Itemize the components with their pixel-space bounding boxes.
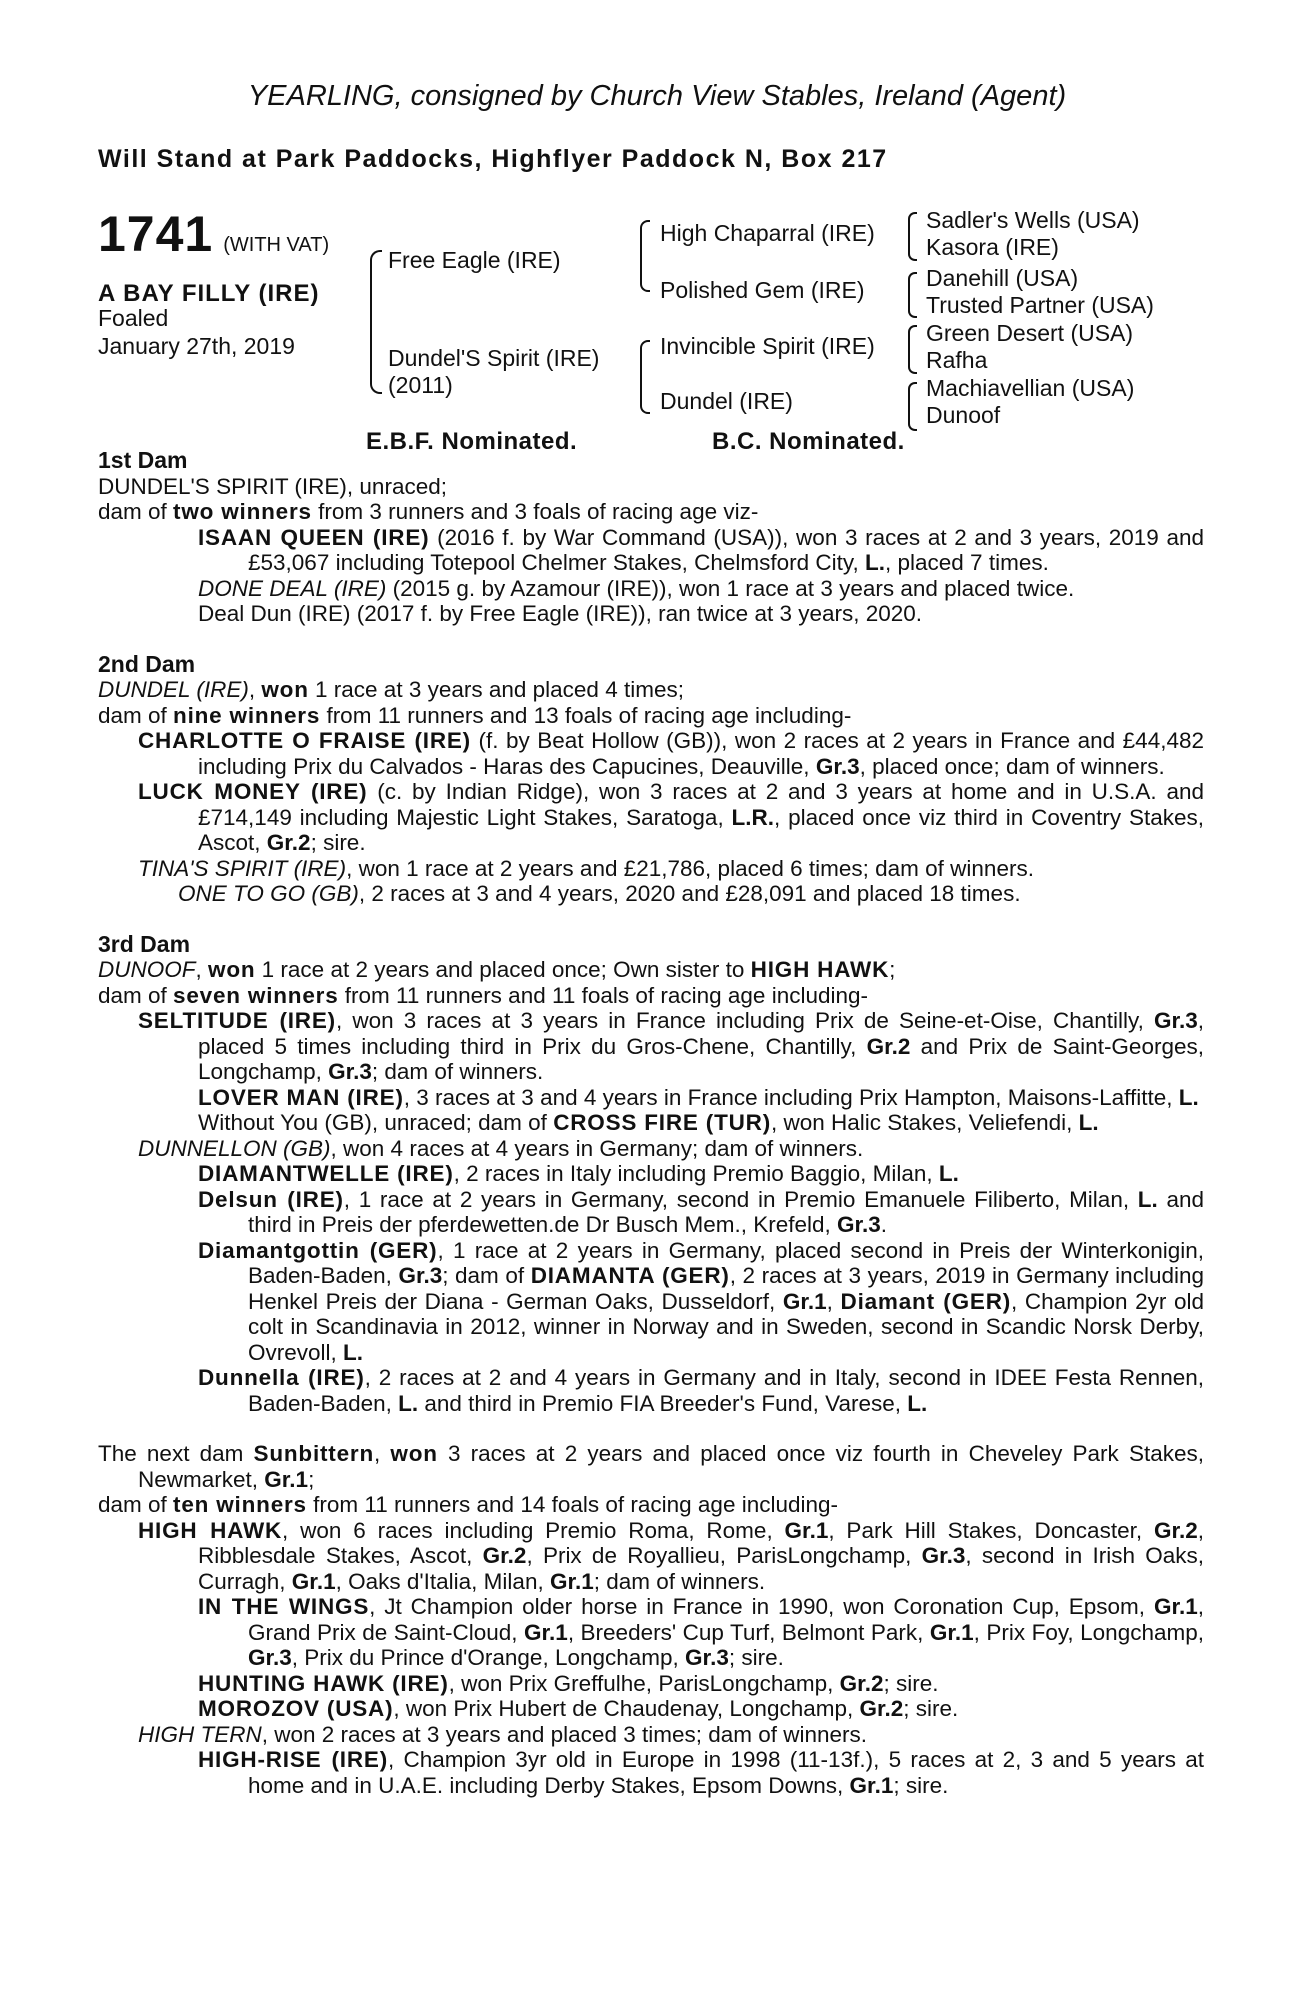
sire-dam-dam: Trusted Partner (USA) bbox=[926, 292, 1154, 318]
first-dam-title: 1st Dam bbox=[98, 447, 188, 473]
progeny-delsun: Delsun (IRE), 1 race at 2 years in Germany, second in Premio Emanuele Filiberto, Milan, L. and third in Preis der pferdewetten.de Dr Busch Mem., Krefeld, Gr.3. bbox=[198, 1186, 1205, 1237]
progeny-morozov: MOROZOV (USA), won Prix Hubert de Chaudenay, Longchamp, Gr.2; sire. bbox=[198, 1696, 959, 1721]
progeny-charlotte-o-fraise: CHARLOTTE O FRAISE (IRE) (f. by Beat Hollow (GB)), won 2 races at 2 years in France and £44,482 including Prix du Calvados - Haras des Capucines, Deauville, Gr.3, placed once; dam of winners. bbox=[138, 728, 1204, 779]
second-dam-line: DUNDEL (IRE), won 1 race at 3 years and placed 4 times; bbox=[98, 677, 684, 702]
pedigree-brace-ds bbox=[908, 325, 917, 374]
pedigree-brace-sd bbox=[908, 272, 917, 318]
first-dam-line: DUNDEL'S SPIRIT (IRE), unraced; bbox=[98, 473, 447, 499]
progeny-diamantgottin: Diamantgottin (GER), 1 race at 2 years in Germany, placed second in Preis der Winterkonigin, Baden-Baden, Gr.3; dam of DIAMANTA (GER), 2 races at 3 years, 2019 in Germany including Henkel Preis der Diana - German Oaks, Dusseldorf, Gr.1, Diamant (GER), Champion 2yr old colt in Scandinavia in 2012, winner in Norway and in Sweden, second in Scandic Norsk Derby, Ovrevoll, L. bbox=[198, 1237, 1204, 1365]
dam-dam-dam: Dunoof bbox=[926, 402, 1001, 428]
dam-dam: Dundel (IRE) bbox=[660, 388, 793, 414]
progeny-isaan-queen: ISAAN QUEEN (IRE) (2016 f. by War Command (USA)), won 3 races at 2 and 3 years, 2019 and £53,067 including Totepool Chelmer Stakes, Chelmsford City, L., placed 7 times. bbox=[198, 524, 1204, 575]
dam-name: Dundel'S Spirit (IRE) bbox=[388, 345, 600, 371]
consignor-line: YEARLING, consigned by Church View Stables, Ireland (Agent) bbox=[247, 80, 1067, 112]
pedigree-brace-dd bbox=[908, 382, 917, 431]
progeny-dunnella: Dunnella (IRE), 2 races at 2 and 4 years in Germany and in Italy, second in IDEE Festa Rennen, Baden-Baden, L. and third in Premio FIA Breeder's Fund, Varese, L. bbox=[198, 1365, 1204, 1416]
progeny-in-the-wings: IN THE WINGS, Jt Champion older horse in France in 1990, won Coronation Cup, Epsom, Gr.1, Grand Prix de Saint-Cloud, Gr.1, Breeders' Cup Turf, Belmont Park, Gr.1, Prix Foy, Longchamp, Gr.3, Prix du Prince d'Orange, Longchamp, Gr.3; sire. bbox=[198, 1594, 1204, 1670]
third-dam-produce: dam of seven winners from 11 runners and 11 foals of racing age including- bbox=[98, 982, 869, 1008]
lot-number: 1741 bbox=[98, 206, 214, 262]
sire-name: Free Eagle (IRE) bbox=[388, 247, 561, 273]
stand-location: Will Stand at Park Paddocks, Highflyer Paddock N, Box 217 bbox=[98, 145, 888, 173]
dam-sire-dam: Rafha bbox=[926, 347, 988, 373]
progeny-diamantwelle: DIAMANTWELLE (IRE), 2 races in Italy including Premio Baggio, Milan, L. bbox=[198, 1161, 959, 1186]
bc-nomination: B.C. Nominated. bbox=[712, 428, 905, 455]
sire-dam-sire: Danehill (USA) bbox=[926, 265, 1079, 291]
ebf-nomination: E.B.F. Nominated. bbox=[366, 428, 578, 455]
dam-dam-sire: Machiavellian (USA) bbox=[926, 375, 1135, 401]
progeny-high-tern: HIGH TERN, won 2 races at 3 years and placed 3 times; dam of winners. bbox=[138, 1721, 868, 1747]
next-dam-produce: dam of ten winners from 11 runners and 14 foals of racing age including- bbox=[98, 1492, 839, 1517]
dam-sire: Invincible Spirit (IRE) bbox=[660, 333, 875, 359]
third-dam-line: DUNOOF, won 1 race at 2 years and placed once; Own sister to HIGH HAWK; bbox=[98, 957, 896, 982]
sire-sire: High Chaparral (IRE) bbox=[660, 220, 875, 246]
progeny-done-deal: DONE DEAL (IRE) (2015 g. by Azamour (IRE)), won 1 race at 3 years and placed twice. bbox=[198, 575, 1075, 601]
dam-year: (2011) bbox=[388, 372, 453, 398]
progeny-high-rise: HIGH-RISE (IRE), Champion 3yr old in Europe in 1998 (11-13f.), 5 races at 2, 3 and 5 years at home and in U.A.E. including Derby Stakes, Epsom Downs, Gr.1; sire. bbox=[198, 1747, 1204, 1798]
progeny-seltitude: SELTITUDE (IRE), won 3 races at 3 years in France including Prix de Seine-et-Oise, Chantilly, Gr.3, placed 5 times including third in Prix du Gros-Chene, Chantilly, Gr.2 and Prix de Saint-Georges, Longchamp, Gr.3; dam of winners. bbox=[138, 1008, 1205, 1084]
progeny-one-to-go: ONE TO GO (GB), 2 races at 3 and 4 years, 2020 and £28,091 and placed 18 times. bbox=[178, 881, 1021, 906]
progeny-deal-dun: Deal Dun (IRE) (2017 f. by Free Eagle (IRE)), ran twice at 3 years, 2020. bbox=[198, 601, 923, 626]
sire-sire-sire: Sadler's Wells (USA) bbox=[926, 207, 1140, 233]
second-dam-title: 2nd Dam bbox=[98, 650, 196, 677]
sire-dam: Polished Gem (IRE) bbox=[660, 277, 865, 303]
pedigree-brace-sire bbox=[640, 220, 650, 292]
third-dam-title: 3rd Dam bbox=[98, 930, 191, 957]
progeny-without-you: Without You (GB), unraced; dam of CROSS FIRE (TUR), won Halic Stakes, Veliefendi, L. bbox=[198, 1110, 1099, 1135]
sire-sire-dam: Kasora (IRE) bbox=[926, 234, 1059, 260]
progeny-high-hawk: HIGH HAWK, won 6 races including Premio Roma, Rome, Gr.1, Park Hill Stakes, Doncaster, Gr.2, Ribblesdale Stakes, Ascot, Gr.2, Prix de Royallieu, ParisLongchamp, Gr.3, second in Irish Oaks, Curragh, Gr.1, Oaks d'Italia, Milan, Gr.1; dam of winners. bbox=[138, 1517, 1204, 1594]
foaled-label: Foaled bbox=[98, 305, 169, 331]
vat-label: (WITH VAT) bbox=[223, 234, 330, 256]
pedigree-brace-dam bbox=[640, 340, 650, 414]
progeny-dunnellon: DUNNELLON (GB), won 4 races at 4 years in Germany; dam of winners. bbox=[138, 1135, 864, 1161]
progeny-tinas-spirit: TINA'S SPIRIT (IRE), won 1 race at 2 years and £21,786, placed 6 times; dam of winners. bbox=[138, 855, 1034, 881]
second-dam-produce: dam of nine winners from 11 runners and 13 foals of racing age including- bbox=[98, 702, 852, 728]
horse-name: A BAY FILLY (IRE) bbox=[98, 280, 320, 307]
pedigree-brace-ss bbox=[908, 212, 917, 261]
lot-header bbox=[98, 205, 329, 263]
dam-sire-sire: Green Desert (USA) bbox=[926, 320, 1134, 346]
progeny-hunting-hawk: HUNTING HAWK (IRE), won Prix Greffulhe, ParisLongchamp, Gr.2; sire. bbox=[198, 1670, 939, 1696]
foaled-date: January 27th, 2019 bbox=[98, 333, 295, 359]
progeny-lover-man: LOVER MAN (IRE), 3 races at 3 and 4 years in France including Prix Hampton, Maisons-Laffitte, L. bbox=[198, 1084, 1199, 1110]
produce-record bbox=[98, 448, 1204, 1798]
next-dam-line: The next dam Sunbittern, won 3 races at 2 years and placed once viz fourth in Cheveley Park Stakes, Newmarket, Gr.1; bbox=[98, 1441, 1204, 1492]
pedigree-brace-main bbox=[370, 250, 382, 394]
first-dam-produce: dam of two winners from 3 runners and 3 foals of racing age viz- bbox=[98, 499, 759, 524]
progeny-luck-money: LUCK MONEY (IRE) (c. by Indian Ridge), won 3 races at 2 and 3 years at home and in U.S.A. and £714,149 including Majestic Light Stakes, Saratoga, L.R., placed once viz third in Coventry Stakes, Ascot, Gr.2; sire. bbox=[138, 779, 1205, 855]
